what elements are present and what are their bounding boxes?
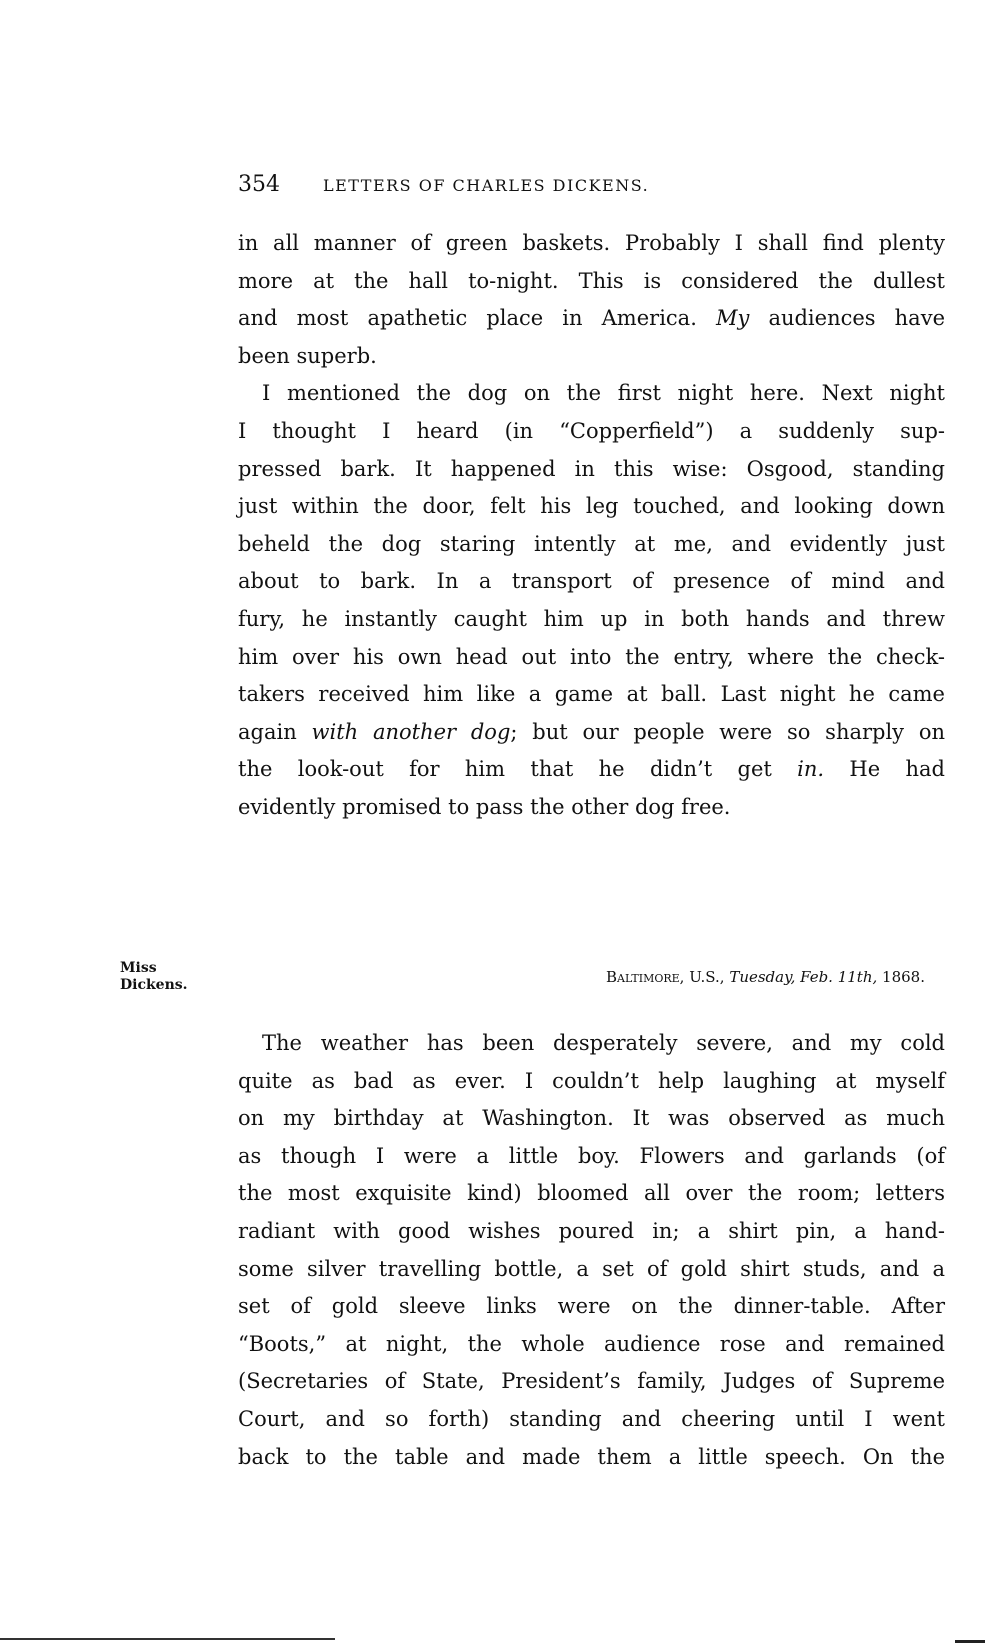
recipient-line: Miss [120, 960, 157, 976]
text-line: as though I were a little boy. Flowers and garlands (of [238, 1143, 945, 1168]
text-line: (Secretaries of State, President’s family, Judges of Supreme [238, 1369, 945, 1394]
running-header [238, 172, 948, 202]
text-line: Court, and so forth) standing and cheering until I went [238, 1406, 945, 1431]
recipient-line: Dickens. [120, 977, 188, 993]
page-number: 354 [238, 172, 280, 197]
text-line: the most exquisite kind) bloomed all over the room; letters [238, 1181, 945, 1206]
text-line: on my birthday at Washington. It was observed as much [238, 1106, 945, 1131]
dateline-place: Baltimore, U.S., [606, 968, 725, 986]
text-line: The weather has been desperately severe, and my cold [262, 1031, 945, 1055]
text-line: about to bark. In a transport of presence of mind and [238, 569, 945, 594]
text-line: some silver travelling bottle, a set of gold shirt studs, and a [238, 1256, 945, 1281]
italic-text: with another dog [311, 719, 511, 744]
text-line: takers received him like a game at ball. Last night he came [238, 682, 945, 707]
italic-text: My [715, 306, 750, 331]
text-line: radiant with good wishes poured in; a shirt pin, a hand- [238, 1218, 945, 1243]
text-line: beheld the dog staring intently at me, and evidently just [238, 531, 945, 556]
text-line: pressed bark. It happened in this wise: Osgood, standing [238, 456, 945, 481]
running-title: LETTERS OF CHARLES DICKENS. [323, 176, 650, 195]
scan-edge-mark [955, 1640, 985, 1643]
text-line: quite as bad as ever. I couldn’t help laughing at myself [238, 1068, 945, 1093]
text-line: back to the table and made them a little speech. On the [238, 1444, 945, 1469]
text-line: evidently promised to pass the other dog free. [238, 794, 731, 819]
italic-text: in. [797, 757, 825, 782]
text-line: “Boots,” at night, the whole audience rose and remained [238, 1331, 945, 1356]
text-line: him over his own head out into the entry, where the check- [238, 644, 945, 669]
text-line: I mentioned the dog on the first night here. Next night [262, 381, 945, 406]
text-line: the look-out for him that he didn’t get in. He had [238, 757, 945, 782]
letter-body [238, 1025, 945, 1476]
text-line: in all manner of green baskets. Probably I shall find plenty [238, 231, 945, 255]
paragraphs-continued [238, 225, 945, 827]
text-line: and most apathetic place in America. My audiences have [238, 306, 945, 331]
text-line: set of gold sleeve links were on the dinner-table. After [238, 1294, 945, 1319]
dateline-day: Tuesday, Feb. 11th, [729, 968, 878, 986]
scan-edge-line [0, 1638, 335, 1640]
text-line: been superb. [238, 343, 377, 368]
text-line: fury, he instantly caught him up in both hands and threw [238, 606, 945, 631]
text-line: just within the door, felt his leg touched, and looking down [238, 494, 945, 519]
text-line: I thought I heard (in “Copperfield”) a suddenly sup- [238, 418, 945, 443]
text-line: more at the hall to-night. This is considered the dullest [238, 268, 945, 293]
letter-dateline [606, 968, 925, 986]
text-line: again with another dog; but our people were so sharply on [238, 719, 946, 744]
dateline-year: 1868. [882, 968, 925, 986]
margin-note-recipient [120, 960, 188, 994]
